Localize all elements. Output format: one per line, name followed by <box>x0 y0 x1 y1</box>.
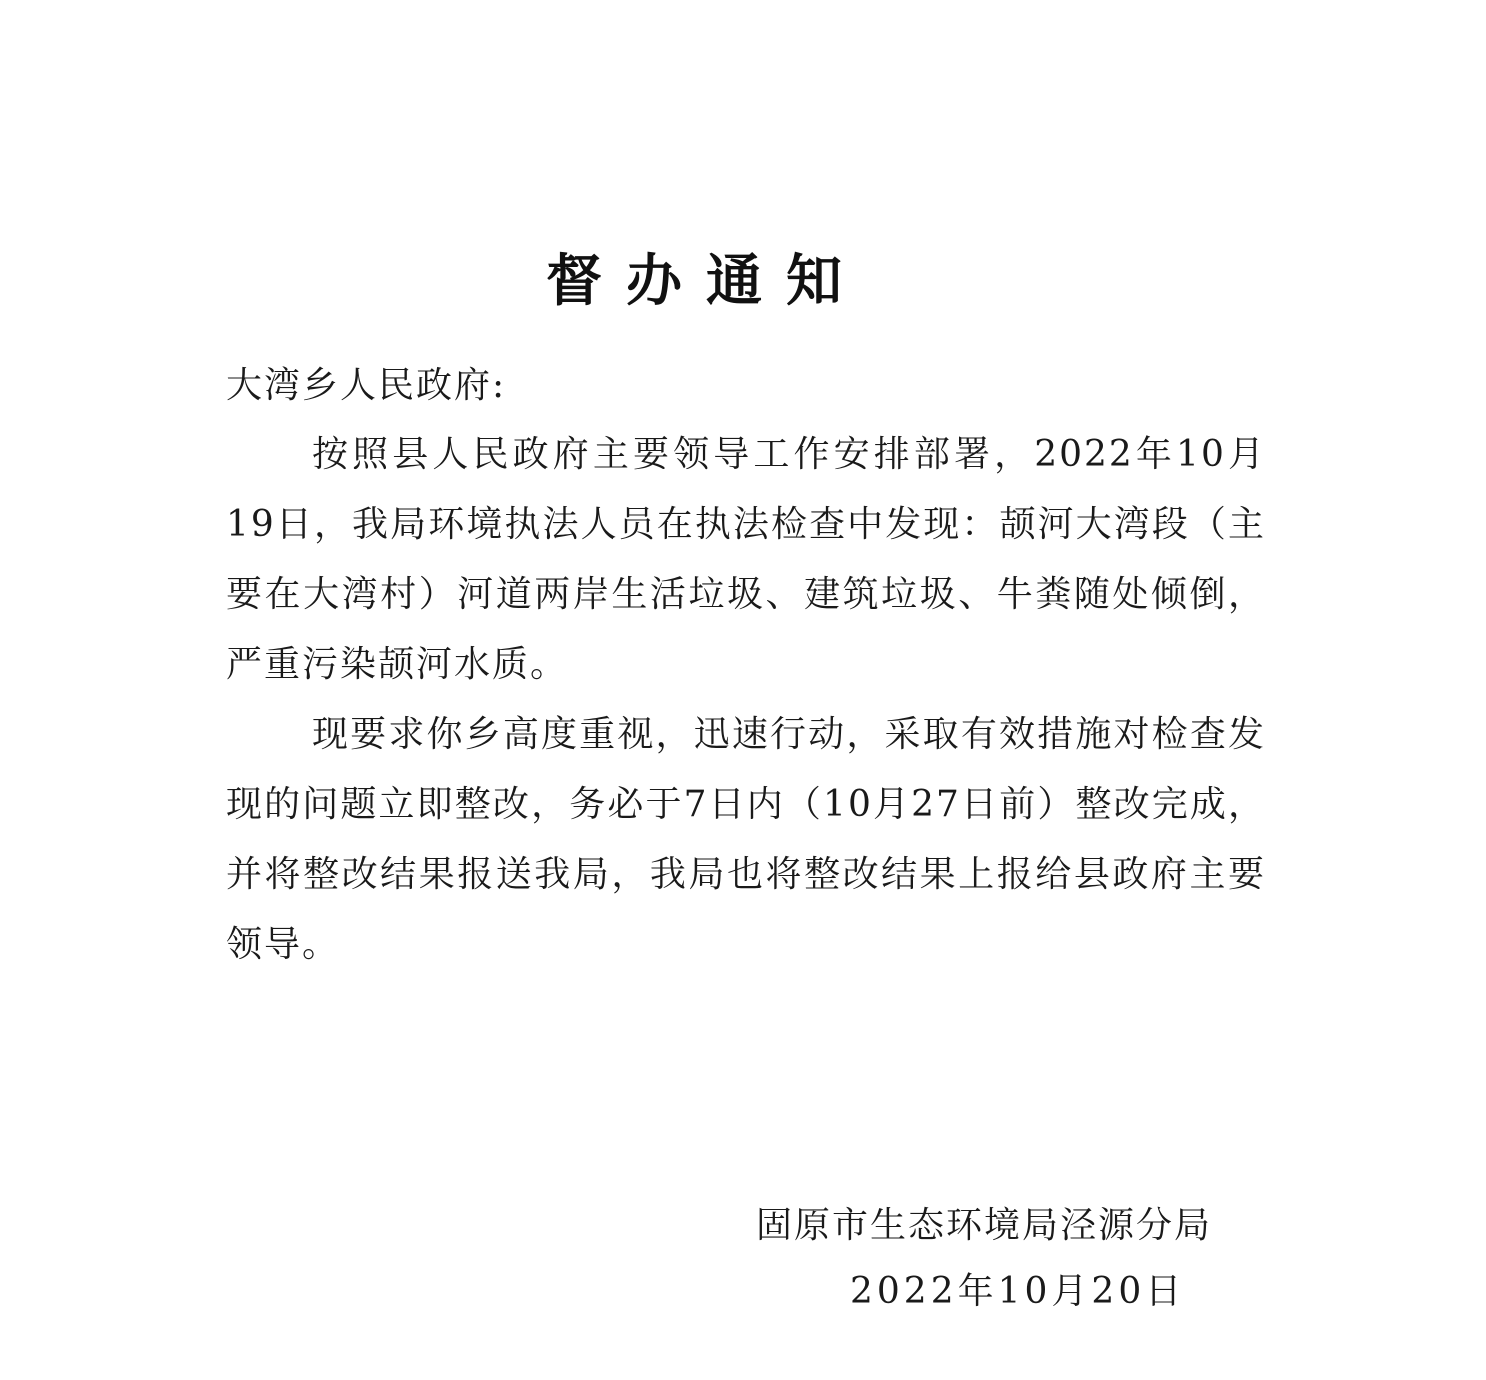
body-paragraph-1: 按照县人民政府主要领导工作安排部署，2022年10月19日，我局环境执法人员在执法检查中发现：颉河大湾段（主要在大湾村）河道两岸生活垃圾、建筑垃圾、牛粪随处倾倒，严重污染颉河水质。 <box>226 434 1266 685</box>
salutation: 大湾乡人民政府: <box>226 365 507 406</box>
document-title: 督办通知 <box>546 249 866 314</box>
body-paragraph-2: 现要求你乡高度重视，迅速行动，采取有效措施对检查发现的问题立即整改，务必于7日内（10月27日前）整改完成，并将整改结果报送我局，我局也将整改结果上报给县政府主要领导。 <box>226 714 1266 965</box>
signature-issuer: 固原市生态环境局泾源分局 <box>756 1205 1213 1246</box>
signature-date: 2022年10月20日 <box>850 1271 1186 1312</box>
